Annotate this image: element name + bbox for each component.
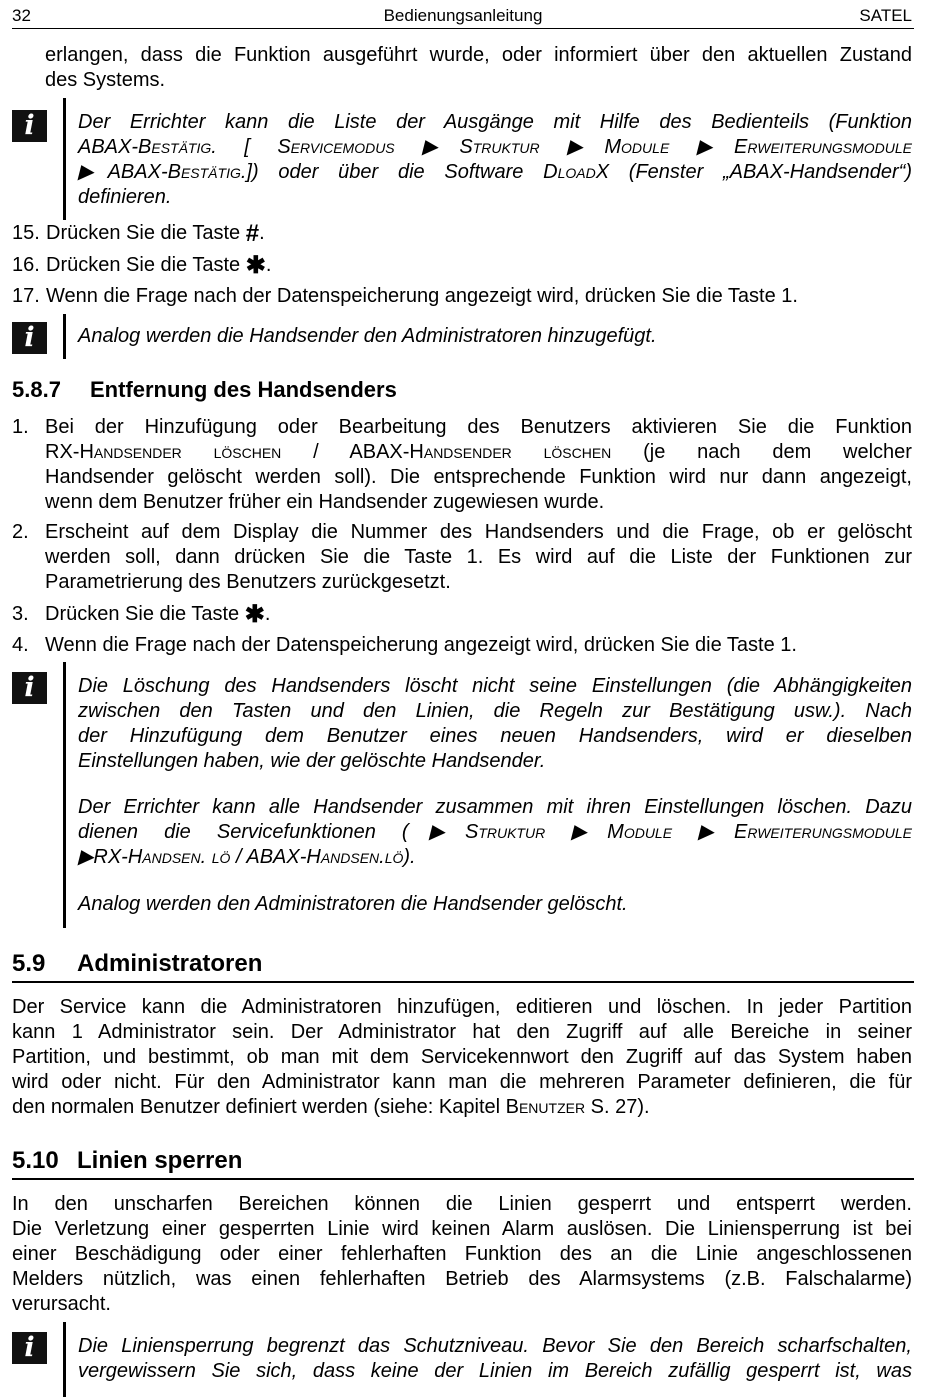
step-1-line-4: wenn dem Benutzer früher ein Handsender zugewiesen wurde.: [45, 491, 605, 513]
section-number: 5.10: [12, 1147, 59, 1174]
step-1-line-3: Handsender gelöscht werden soll). Die entsprechende Funktion wird nur dann angezeigt,: [45, 466, 912, 488]
note-1-line-3: ▶ABAX-Bestätig.]) oder über die Software DloadX (Fenster „ABAX-Handsender“): [78, 161, 912, 183]
step-number: 16.: [12, 254, 40, 276]
note-1-line-4: definieren.: [78, 186, 172, 208]
step-4: Wenn die Frage nach der Datenspeicherung angezeigt wird, drücken Sie die Taste 1.: [45, 634, 797, 656]
note-4-line-2: vergewissern Sie sich, dass keine der Linien im Bereich zufällig gesperrt ist, was: [78, 1360, 912, 1382]
step-1-line-2: RX-Handsender löschen / ABAX-Handsender löschen (je nach dem welcher: [45, 441, 912, 463]
intro-line-2: des Systems.: [45, 69, 166, 91]
page-number: 32: [12, 6, 31, 25]
info-icon: i: [12, 110, 47, 142]
note-3-p1-line-1: Die Löschung des Handsenders löscht nicht seine Einstellungen (die Abhängigkeiten: [78, 675, 912, 697]
step-number: 4.: [12, 634, 29, 656]
note-bar: [63, 1322, 66, 1397]
section-5-9-line-2: kann 1 Administrator sein. Der Administrator hat den Zugriff auf alle Bereiche in seiner: [12, 1021, 912, 1043]
section-title: Administratoren: [77, 950, 263, 977]
section-title: Entfernung des Handsenders: [90, 377, 397, 402]
section-5-9-line-4: wird oder nicht. Für den Administrator kann man die mehreren Parameter definieren, die für: [12, 1071, 912, 1093]
section-rule: [12, 981, 914, 983]
section-number: 5.8.7: [12, 377, 61, 402]
step-number: 17.: [12, 285, 40, 307]
hash-key-icon: #: [245, 220, 260, 247]
note-3-p1-line-4: Einstellungen haben, wie der gelöschte Handsender.: [78, 750, 546, 772]
info-icon: i: [12, 1332, 47, 1364]
info-icon: i: [12, 672, 47, 704]
header-title: Bedienungsanleitung: [383, 6, 543, 25]
step-2-line-2: werden soll, dann drücken Sie die Taste 1. Es wird auf die Liste der Funktionen zur: [45, 546, 912, 568]
step-1-line-1: Bei der Hinzufügung oder Bearbeitung des Benutzers aktivieren Sie die Funktion: [45, 416, 912, 438]
note-1-line-2: ABAX-Bestätig. [ Servicemodus ▶Struktur ▶Module ▶Erweiterungsmodule: [78, 136, 913, 158]
note-1-line-1: Der Errichter kann die Liste der Ausgänge mit Hilfe des Bedienteils (Funktion: [78, 111, 912, 133]
section-title: Linien sperren: [77, 1147, 243, 1174]
section-5-10-line-5: verursacht.: [12, 1293, 111, 1315]
step-16: Drücken Sie die Taste ✱.: [46, 252, 272, 279]
note-4-line-1: Die Liniensperrung begrenzt das Schutzniveau. Bevor Sie den Bereich scharfschalten,: [78, 1335, 912, 1357]
note-bar: [63, 662, 66, 928]
note-bar: [63, 98, 66, 220]
note-3-p2-line-2: dienen die Servicefunktionen (▶Struktur ▶Module ▶Erweiterungsmodule: [78, 821, 912, 843]
step-2-line-1: Erscheint auf dem Display die Nummer des Handsenders und die Frage, ob er gelöscht: [45, 521, 912, 543]
page-header: [12, 4, 914, 29]
step-2-line-3: Parametrierung des Benutzers zurückgesetzt.: [45, 571, 451, 593]
step-number: 1.: [12, 416, 29, 438]
section-number: 5.9: [12, 950, 46, 977]
info-icon: i: [12, 322, 47, 354]
intro-line-1: erlangen, dass die Funktion ausgeführt wurde, oder informiert über den aktuellen Zustand: [45, 44, 912, 66]
note-3-p1-line-2: zwischen den Tasten und den Linien, die Regeln zur Bestätigung usw.). Nach: [78, 700, 912, 722]
step-number: 3.: [12, 603, 29, 625]
note-3-p2-line-3: ▶RX-Handsen. lö / ABAX-Handsen.lö).: [78, 846, 416, 868]
step-15: Drücken Sie die Taste #.: [46, 220, 265, 247]
note-3-p2-line-1: Der Errichter kann alle Handsender zusammen mit ihren Einstellungen löschen. Dazu: [78, 796, 912, 818]
note-3-p1-line-3: der Hinzufügung dem Benutzer eines neuen Handsenders, wird er dieselben: [78, 725, 912, 747]
star-key-icon: ✱: [245, 252, 266, 279]
step-number: 2.: [12, 521, 29, 543]
section-5-10-line-3: einer Beschädigung oder einer fehlerhaften Funktion des an die Linie angeschlossenen: [12, 1243, 912, 1265]
header-brand: SATEL: [859, 6, 912, 25]
step-3: Drücken Sie die Taste ✱.: [45, 601, 271, 628]
section-rule: [12, 1178, 914, 1180]
section-5-9-line-1: Der Service kann die Administratoren hinzufügen, editieren und löschen. In jeder Partition: [12, 996, 912, 1018]
note-3-p3: Analog werden den Administratoren die Handsender gelöscht.: [78, 893, 628, 915]
star-key-icon: ✱: [244, 601, 265, 628]
section-5-9-line-5: den normalen Benutzer definiert werden (siehe: Kapitel Benutzer S. 27).: [12, 1096, 650, 1118]
section-5-10-line-4: Melders nützlich, was einen fehlerhaften Betrieb des Alarmsystems (z.B. Falschalarme): [12, 1268, 912, 1290]
section-5-10-line-1: In den unscharfen Bereichen können die Linien gesperrt und entsperrt werden.: [12, 1193, 912, 1215]
note-2: Analog werden die Handsender den Administratoren hinzugefügt.: [78, 325, 657, 347]
note-bar: [63, 314, 66, 359]
section-5-10-line-2: Die Verletzung einer gesperrten Linie wird keinen Alarm auslösen. Die Liniensperrung ist bei: [12, 1218, 912, 1240]
step-17: Wenn die Frage nach der Datenspeicherung angezeigt wird, drücken Sie die Taste 1.: [46, 285, 798, 307]
section-5-9-line-3: Partition, und bestimmt, ob man mit dem Servicekennwort den Zugriff auf das System haben: [12, 1046, 912, 1068]
step-number: 15.: [12, 222, 40, 244]
